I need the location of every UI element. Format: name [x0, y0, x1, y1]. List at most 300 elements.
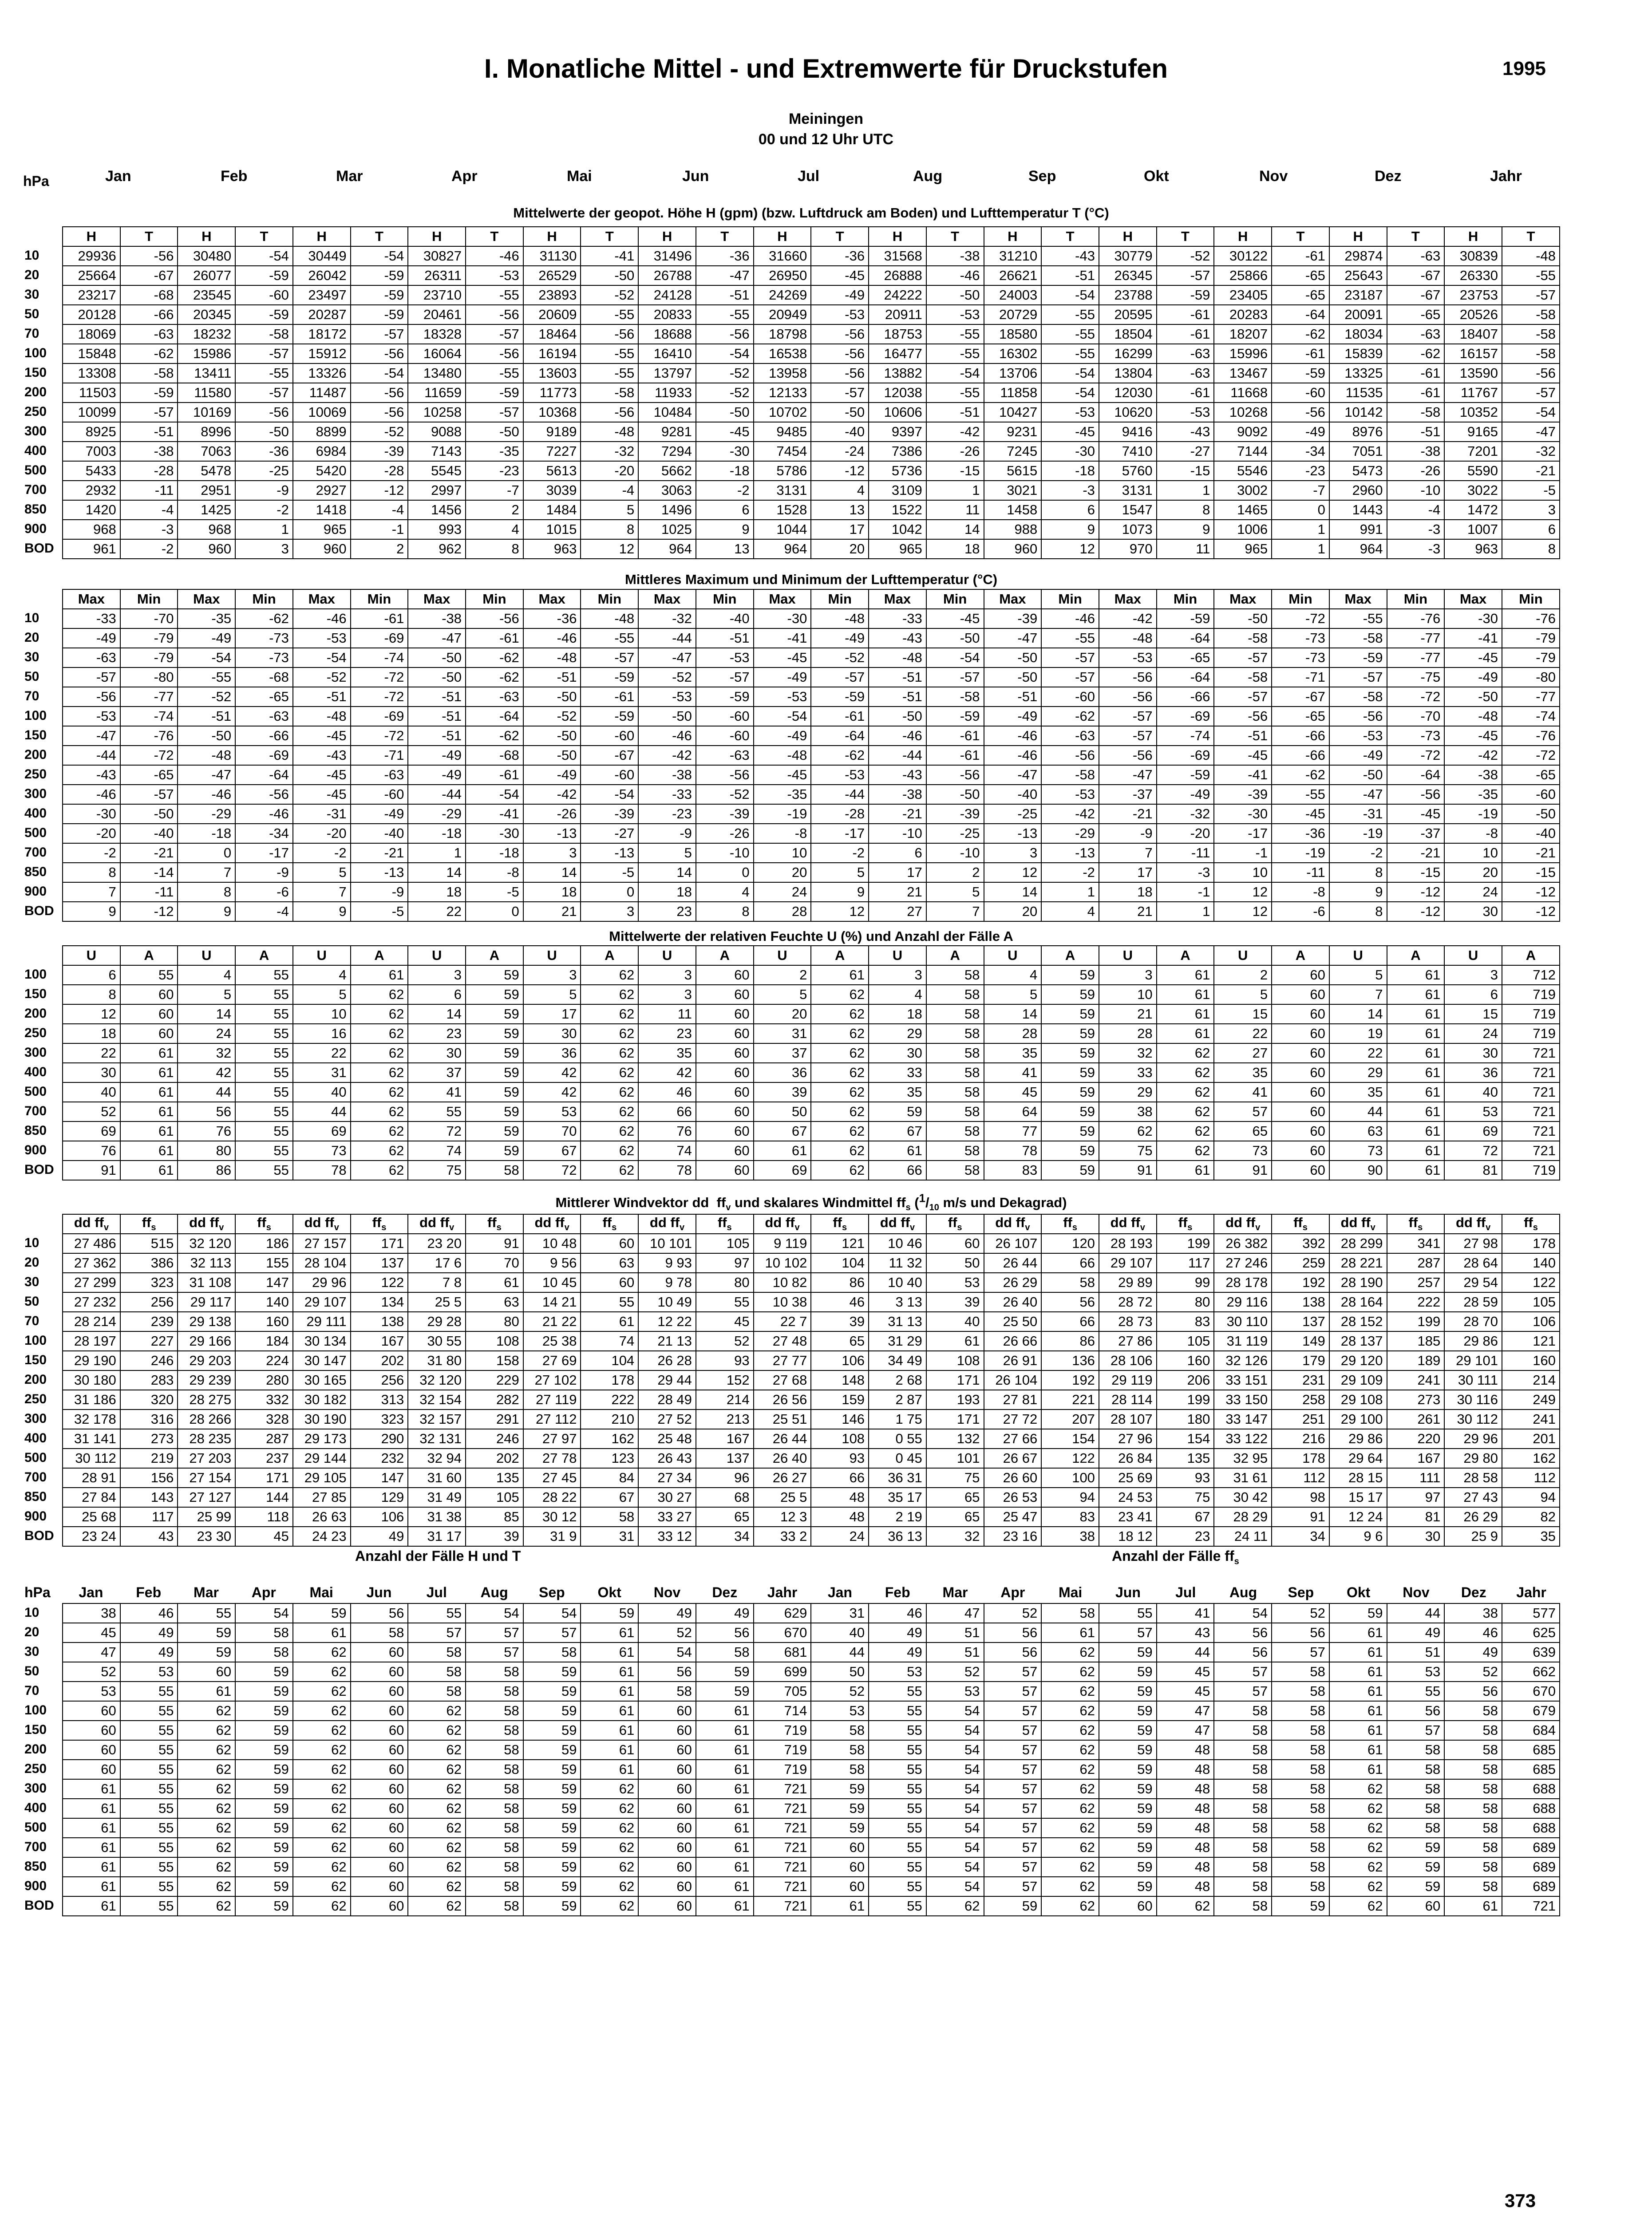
table-row: [63, 363, 1560, 383]
table-cell: -62: [1041, 707, 1099, 726]
table-cell: 62: [581, 1121, 638, 1141]
table-cell: 59: [466, 1141, 523, 1161]
table-cell: -65: [1157, 648, 1214, 667]
column-header: Max: [408, 589, 466, 609]
table-cell: -56: [811, 363, 869, 383]
table-cell: -50: [926, 628, 984, 648]
table-cell: 54: [1214, 1603, 1272, 1623]
table-cell: 283: [120, 1370, 178, 1390]
column-header: Min: [466, 589, 523, 609]
table-cell: 76: [178, 1121, 235, 1141]
table-cell: 18: [63, 1024, 120, 1043]
table-cell: 57: [1214, 1662, 1272, 1682]
table-cell: 56: [1387, 1701, 1445, 1721]
table-cell: 62: [581, 1818, 638, 1838]
table-cell: 12: [811, 902, 869, 921]
table-cell: 61: [1329, 1760, 1387, 1779]
table-cell: -52: [638, 667, 696, 687]
table-cell: -57: [1329, 667, 1387, 687]
pressure-level-label: 150: [24, 1353, 47, 1367]
table-cell: 10 38: [754, 1292, 811, 1312]
table-cell: -51: [869, 667, 926, 687]
table-cell: -44: [869, 746, 926, 765]
table-cell: 61: [1387, 1121, 1445, 1141]
table-cell: 57: [984, 1799, 1042, 1818]
table-cell: -54: [754, 707, 811, 726]
table-cell: 60: [1272, 1063, 1329, 1082]
table-cell: -44: [638, 628, 696, 648]
table-cell: 60: [63, 1760, 120, 1779]
table-cell: 25 48: [638, 1429, 696, 1449]
table-cell: -57: [351, 324, 408, 344]
table-cell: 59: [235, 1740, 293, 1760]
table-cell: 26 66: [984, 1331, 1042, 1351]
table-cell: 58: [1214, 1818, 1272, 1838]
table-cell: 60: [63, 1701, 120, 1721]
table-cell: -41: [754, 628, 811, 648]
table-cell: -57: [811, 667, 869, 687]
table-cell: 59: [1099, 1857, 1157, 1877]
table-cell: 10 82: [754, 1273, 811, 1292]
table-cell: 123: [581, 1449, 638, 1468]
pressure-level-label: 70: [24, 326, 40, 341]
table-cell: 21: [869, 882, 926, 902]
table-cell: 60: [696, 1004, 754, 1024]
table-cell: 26 107: [984, 1234, 1042, 1253]
table-cell: -49: [984, 707, 1042, 726]
table-cell: 69: [754, 1161, 811, 1180]
table-cell: -53: [1157, 403, 1214, 422]
table-cell: 44: [1157, 1643, 1214, 1662]
table-cell: -21: [1387, 843, 1445, 863]
table-cell: -11: [120, 481, 178, 500]
table-cell: 60: [120, 1024, 178, 1043]
pressure-level-label: 200: [24, 1372, 47, 1387]
table-cell: 10 46: [869, 1234, 926, 1253]
table-cell: 60: [696, 1063, 754, 1082]
pressure-level-label: 900: [24, 1879, 47, 1893]
table-cell: 251: [1272, 1410, 1329, 1429]
column-header-row: [63, 946, 1560, 965]
table-cell: 62: [178, 1721, 235, 1740]
table-cell: 58: [926, 985, 984, 1004]
table-row: [63, 1721, 1560, 1740]
table-cell: 14: [638, 863, 696, 882]
column-header: T: [581, 227, 638, 246]
table-cell: -46: [63, 785, 120, 804]
column-header: U: [1214, 946, 1272, 965]
table-cell: 2: [926, 863, 984, 882]
column-header: A: [581, 946, 638, 965]
table-cell: 59: [811, 1818, 869, 1838]
column-header-row: [63, 227, 1560, 246]
table-cell: -47: [984, 765, 1042, 785]
table-row: [63, 266, 1560, 285]
table-cell: 26 28: [638, 1351, 696, 1370]
table-cell: -57: [120, 785, 178, 804]
table-cell: -73: [1272, 628, 1329, 648]
table-cell: 62: [1157, 1043, 1214, 1063]
table-cell: 20: [754, 1004, 811, 1024]
table-cell: 30 190: [293, 1410, 351, 1429]
table-cell: -55: [926, 383, 984, 403]
table-cell: 8899: [293, 422, 351, 442]
table-cell: 27 96: [1099, 1429, 1157, 1449]
pressure-level-label: 20: [24, 1255, 40, 1270]
table-cell: 241: [1502, 1410, 1560, 1429]
table-cell: 721: [1502, 1082, 1560, 1102]
table-cell: 15848: [63, 344, 120, 363]
pressure-level-label: 850: [24, 1859, 47, 1874]
table-cell: 62: [293, 1857, 351, 1877]
table-cell: 993: [408, 520, 466, 539]
table-cell: 991: [1329, 520, 1387, 539]
table-row: [63, 1390, 1560, 1410]
table-row: [63, 1449, 1560, 1468]
table-cell: 28 15: [1329, 1468, 1387, 1488]
table-cell: 20: [1444, 863, 1502, 882]
table-cell: 62: [1329, 1857, 1387, 1877]
table-cell: 721: [1502, 1141, 1560, 1161]
table-cell: 61: [1387, 1004, 1445, 1024]
table-cell: 963: [1444, 539, 1502, 559]
table-cell: -64: [1157, 667, 1214, 687]
table-cell: -54: [1041, 363, 1099, 383]
table-cell: 32 178: [63, 1410, 120, 1429]
table-cell: -49: [178, 628, 235, 648]
column-header: Min: [1157, 589, 1214, 609]
table-cell: 41: [984, 1063, 1042, 1082]
table-cell: 105: [696, 1234, 754, 1253]
table-cell: 52: [63, 1662, 120, 1682]
page-number: 373: [1505, 2190, 1536, 2211]
table-cell: 55: [869, 1896, 926, 1916]
month-label: Mai: [1058, 1584, 1083, 1600]
table-cell: 59: [523, 1896, 581, 1916]
table-cell: 74: [408, 1141, 466, 1161]
table-cell: 62: [293, 1721, 351, 1740]
table-cell: 30: [523, 1024, 581, 1043]
table-cell: 7294: [638, 442, 696, 461]
table-cell: 13: [696, 539, 754, 559]
table-cell: 52: [926, 1662, 984, 1682]
table-cell: 2 19: [869, 1507, 926, 1527]
table-cell: 98: [1272, 1488, 1329, 1507]
table-cell: 3: [869, 965, 926, 985]
table-cell: 16: [293, 1024, 351, 1043]
table-cell: 58: [408, 1643, 466, 1662]
table-cell: 29 108: [1329, 1390, 1387, 1410]
table-cell: 0 45: [869, 1449, 926, 1468]
table-cell: -52: [696, 785, 754, 804]
table-cell: 38: [1099, 1102, 1157, 1121]
table-cell: 59: [293, 1603, 351, 1623]
table-cell: 93: [696, 1351, 754, 1370]
table-cell: -8: [754, 824, 811, 843]
table-cell: -2: [63, 843, 120, 863]
maxmin-temperature-table: [62, 589, 1560, 922]
table-cell: 62: [408, 1838, 466, 1857]
table-cell: 62: [811, 1043, 869, 1063]
column-header: Max: [869, 589, 926, 609]
table-cell: 721: [1502, 1063, 1560, 1082]
pressure-level-label: 500: [24, 1450, 47, 1465]
table-cell: 62: [1041, 1662, 1099, 1682]
table-cell: 58: [466, 1779, 523, 1799]
table-cell: 27: [869, 902, 926, 921]
table-cell: 42: [178, 1063, 235, 1082]
table-cell: 61: [120, 1043, 178, 1063]
table-cell: 137: [696, 1449, 754, 1468]
column-header: dd $ff_v$: [638, 1214, 696, 1234]
table-cell: 54: [926, 1701, 984, 1721]
table-cell: -41: [1444, 628, 1502, 648]
table-cell: -45: [1272, 804, 1329, 824]
table-cell: 59: [984, 1896, 1042, 1916]
table-row: [63, 1161, 1560, 1180]
table-cell: 719: [1502, 1024, 1560, 1043]
table-cell: 9416: [1099, 422, 1157, 442]
table-cell: 2: [754, 965, 811, 985]
table-cell: 62: [1041, 1760, 1099, 1779]
table-cell: -2: [1329, 843, 1387, 863]
table-cell: 0: [466, 902, 523, 921]
table-cell: 29 105: [293, 1468, 351, 1488]
table-cell: -72: [1272, 609, 1329, 628]
table-cell: -62: [1272, 324, 1329, 344]
column-header: T: [466, 227, 523, 246]
table-cell: 61: [63, 1838, 120, 1857]
table-row: [63, 1468, 1560, 1488]
column-header: $ff_s$: [696, 1214, 754, 1234]
table-cell: 30 112: [63, 1449, 120, 1468]
table-cell: -2: [120, 539, 178, 559]
table-cell: 52: [1272, 1603, 1329, 1623]
table-cell: 66: [869, 1161, 926, 1180]
table-cell: 30122: [1214, 246, 1272, 266]
table-cell: -48: [523, 648, 581, 667]
table-cell: 5613: [523, 461, 581, 481]
pressure-level-label: 500: [24, 825, 47, 840]
table-cell: 53: [869, 1662, 926, 1682]
table-cell: 61: [1157, 965, 1214, 985]
table-cell: -42: [1099, 609, 1157, 628]
table-cell: 55: [869, 1799, 926, 1818]
table-cell: -40: [1502, 824, 1560, 843]
table-cell: -21: [869, 804, 926, 824]
table-cell: 287: [235, 1429, 293, 1449]
pressure-level-label: 250: [24, 404, 47, 419]
table-cell: 67: [523, 1141, 581, 1161]
table-cell: 61: [293, 1623, 351, 1643]
table-cell: -40: [696, 609, 754, 628]
table-cell: -45: [293, 785, 351, 804]
table-cell: 60: [351, 1799, 408, 1818]
pressure-level-label: 150: [24, 987, 47, 1001]
table-cell: 14 21: [523, 1292, 581, 1312]
table-cell: 59: [235, 1838, 293, 1857]
table-cell: 58: [638, 1682, 696, 1701]
table-cell: 965: [1214, 539, 1272, 559]
pressure-level-label: 900: [24, 521, 47, 536]
table-cell: 68: [696, 1488, 754, 1507]
column-header: H: [523, 227, 581, 246]
table-cell: -56: [811, 324, 869, 344]
table-cell: -56: [926, 765, 984, 785]
table-cell: -53: [638, 687, 696, 707]
table-cell: 26 56: [754, 1390, 811, 1410]
table-cell: -53: [1099, 648, 1157, 667]
table-cell: -50: [1444, 687, 1502, 707]
table-cell: 55: [869, 1760, 926, 1779]
table-cell: -21: [1502, 843, 1560, 863]
table-cell: 117: [120, 1507, 178, 1527]
table-cell: -29: [178, 804, 235, 824]
table-cell: 59: [235, 1760, 293, 1779]
table-cell: 106: [1502, 1312, 1560, 1331]
table-cell: -6: [1272, 902, 1329, 921]
table-cell: 60: [120, 1004, 178, 1024]
table-cell: -56: [1329, 707, 1387, 726]
table-cell: 5760: [1099, 461, 1157, 481]
table-cell: 27 362: [63, 1253, 120, 1273]
table-cell: -37: [1099, 785, 1157, 804]
table-cell: 5: [293, 863, 351, 882]
table-cell: 58: [1272, 1779, 1329, 1799]
table-cell: 82: [1502, 1507, 1560, 1527]
table-cell: -5: [1502, 481, 1560, 500]
table-cell: 61: [1157, 1161, 1214, 1180]
table-cell: 46: [811, 1292, 869, 1312]
table-cell: 23187: [1329, 285, 1387, 305]
table-cell: 97: [696, 1253, 754, 1273]
table-cell: 59: [1041, 1024, 1099, 1043]
table-cell: 59: [1041, 1121, 1099, 1141]
table-cell: 26 60: [984, 1468, 1042, 1488]
table-row: [63, 1063, 1560, 1082]
table-cell: 23: [1157, 1527, 1214, 1546]
table-cell: 61: [466, 1273, 523, 1292]
table-cell: 122: [1041, 1449, 1099, 1468]
table-cell: 60: [811, 1857, 869, 1877]
table-cell: 639: [1502, 1643, 1560, 1662]
table-cell: -35: [754, 785, 811, 804]
table-cell: 207: [1041, 1410, 1099, 1429]
table-cell: 23217: [63, 285, 120, 305]
table-cell: 135: [466, 1468, 523, 1488]
table-row: [63, 1603, 1560, 1623]
table-cell: -56: [581, 403, 638, 422]
table-cell: 681: [754, 1643, 811, 1662]
table-cell: 10 102: [754, 1253, 811, 1273]
column-header: Min: [235, 589, 293, 609]
table-cell: 19: [1329, 1024, 1387, 1043]
table-cell: -59: [351, 305, 408, 324]
table-cell: 25 9: [1444, 1527, 1502, 1546]
table-cell: 58: [811, 1740, 869, 1760]
column-header: Max: [178, 589, 235, 609]
table-cell: 20091: [1329, 305, 1387, 324]
table-cell: -62: [1387, 344, 1445, 363]
pressure-level-label: 50: [24, 1664, 40, 1678]
pressure-level-label: 100: [24, 967, 47, 982]
table-cell: 55: [235, 1161, 293, 1180]
table-cell: 1073: [1099, 520, 1157, 539]
table-cell: -58: [1041, 765, 1099, 785]
table-cell: 25 68: [63, 1507, 120, 1527]
table-cell: -70: [1387, 707, 1445, 726]
month-label: Jan: [105, 168, 131, 185]
table-cell: 988: [984, 520, 1042, 539]
column-header: T: [351, 227, 408, 246]
table-cell: 20609: [523, 305, 581, 324]
table-cell: 60: [696, 965, 754, 985]
table-cell: 625: [1502, 1623, 1560, 1643]
table-row: [63, 1331, 1560, 1351]
table-cell: 129: [351, 1488, 408, 1507]
table-cell: 58: [466, 1818, 523, 1838]
column-header: H: [1329, 227, 1387, 246]
table-cell: 30 134: [293, 1331, 351, 1351]
table-cell: 214: [696, 1390, 754, 1410]
table-cell: -56: [1272, 403, 1329, 422]
table-cell: 5615: [984, 461, 1042, 481]
table-cell: 688: [1502, 1799, 1560, 1818]
table-cell: 72: [523, 1161, 581, 1180]
table-row: [63, 1082, 1560, 1102]
table-cell: -64: [811, 726, 869, 746]
table-cell: -18: [408, 824, 466, 843]
table-cell: 31 29: [869, 1331, 926, 1351]
table-cell: 1: [1272, 539, 1329, 559]
table-cell: 28 106: [1099, 1351, 1157, 1370]
table-cell: 23 30: [178, 1527, 235, 1546]
table-cell: 44: [293, 1102, 351, 1121]
table-cell: -40: [811, 422, 869, 442]
table-cell: -54: [696, 344, 754, 363]
table-cell: 3131: [1099, 481, 1157, 500]
table-cell: -61: [811, 707, 869, 726]
table-cell: 214: [1502, 1370, 1560, 1390]
table-cell: 58: [926, 1082, 984, 1102]
table-cell: -49: [523, 765, 581, 785]
table-cell: -33: [869, 609, 926, 628]
table-cell: 48: [1157, 1877, 1214, 1896]
table-cell: 86: [811, 1273, 869, 1292]
table-cell: 58: [466, 1838, 523, 1857]
table-cell: -43: [1041, 246, 1099, 266]
table-cell: -56: [235, 785, 293, 804]
table-row: [63, 902, 1560, 921]
table-cell: 62: [408, 1760, 466, 1779]
table-cell: 62: [351, 1063, 408, 1082]
table-cell: 670: [1502, 1682, 1560, 1701]
table-cell: 91: [466, 1234, 523, 1253]
table-cell: 61: [581, 1760, 638, 1779]
table-cell: 59: [523, 1779, 581, 1799]
table-cell: 13467: [1214, 363, 1272, 383]
pressure-level-label: 50: [24, 669, 40, 684]
table-cell: 43: [120, 1527, 178, 1546]
table-cell: 61: [1387, 985, 1445, 1004]
table-cell: -12: [351, 481, 408, 500]
column-header: $ff_s$: [926, 1214, 984, 1234]
table-cell: 11: [1157, 539, 1214, 559]
table-row: [63, 1253, 1560, 1273]
table-cell: 59: [1099, 1721, 1157, 1740]
table-cell: 719: [1502, 1004, 1560, 1024]
table-cell: 28 137: [1329, 1331, 1387, 1351]
